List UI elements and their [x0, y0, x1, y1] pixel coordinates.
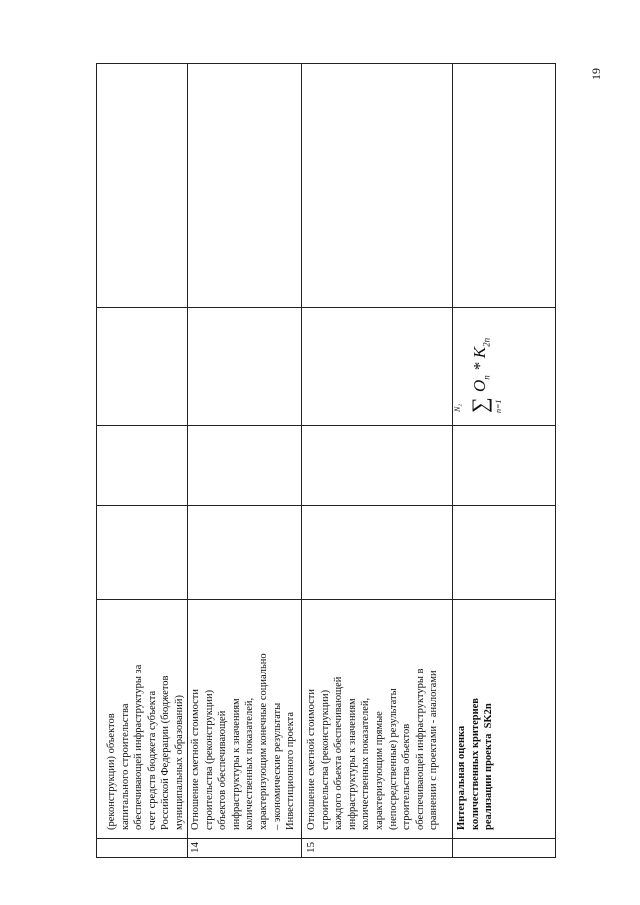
sum-upper-limit: N₂ — [453, 403, 462, 412]
table-divider — [301, 64, 302, 857]
table-divider — [97, 307, 555, 308]
integral-formula — [453, 337, 503, 414]
formula-sub-n: n — [481, 375, 492, 380]
table-divider — [97, 505, 555, 506]
table-row-14-text: Отношение сметной стоимости строительства (реконструкции) объектов обеспечивающей инфраструктуры к значениям количественных показателей, характеризующим конечные социально – экономические результаты Инвестиционного проекта — [190, 653, 297, 830]
formula-sub-2n: 2n — [481, 337, 492, 347]
page-number: 19 — [589, 68, 603, 80]
table-divider — [452, 64, 453, 857]
table-divider — [97, 838, 555, 839]
sigma-symbol: ∑ — [467, 397, 492, 413]
formula-term-k: K — [469, 346, 489, 359]
table-row-15-text: Отношение сметной стоимости строительства (реконструкции) каждого объекта обеспечивающей инфраструктуры к значениям количественных показателей, характеризующим прямые (непосредственные) результаты строительства объектов обеспечивающей инфраструктуры в сравнении с проектами - аналогами — [306, 668, 440, 830]
row-number-14: 14 — [189, 842, 201, 853]
sum-lower-limit: n=1 — [494, 399, 503, 413]
formula-term-o: O — [469, 379, 489, 392]
criteria-table — [96, 63, 556, 858]
table-row-integral-text: Интегральная оценка количественных критериев реализации проекта SK2n — [456, 698, 495, 830]
row-number-15: 15 — [305, 842, 317, 853]
table-divider — [97, 425, 555, 426]
table-row-continuation-text: (реконструкции) объектов капитального строительства обеспечивающей инфраструктуры за счет средств бюджета субъекта Российской Федерации (бюджетов муниципальных образований) — [106, 664, 185, 830]
table-divider — [97, 599, 555, 600]
table-divider — [187, 64, 188, 857]
formula-times: * — [469, 358, 489, 376]
